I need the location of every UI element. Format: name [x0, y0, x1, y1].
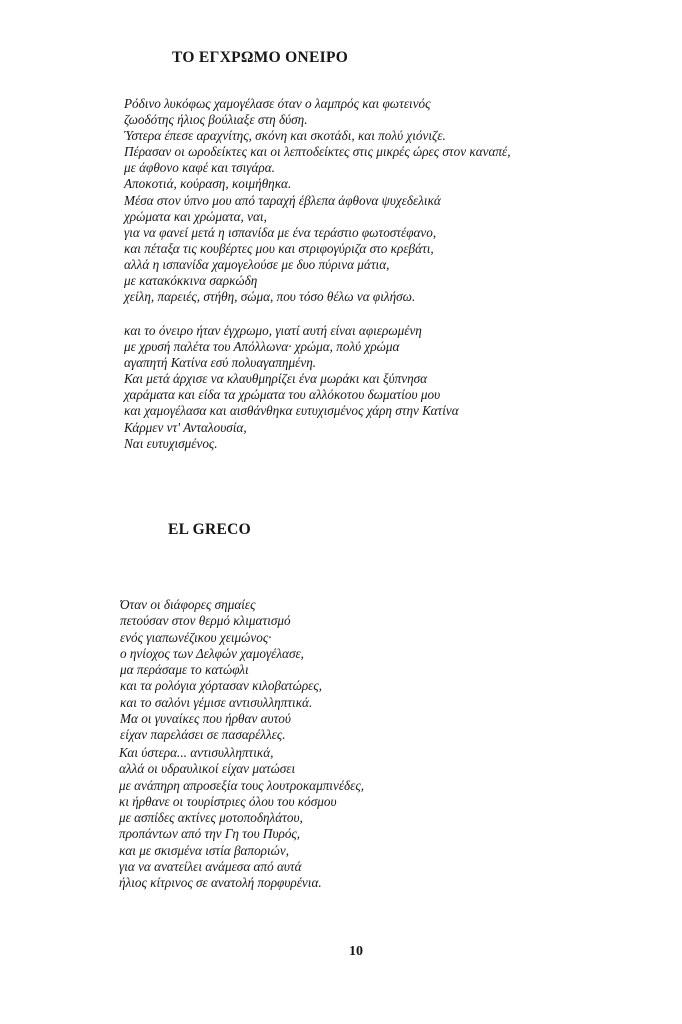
poem-line: με ανάπηρη απροσεξία τους λουτροκαμπινέδες, — [119, 777, 364, 793]
poem-line: Αποκοτιά, κούραση, κοιμήθηκα. — [124, 176, 292, 192]
poem-line: και πέταξα τις κουβέρτες μου και στριφογύριζα στο κρεβάτι, — [124, 240, 434, 256]
poem-line: πετούσαν στον θερμό κλιματισμό — [120, 613, 291, 629]
poem-line: Ύστερα έπεσε αραχνίτης, σκόνη και σκοτάδι, και πολύ χιόνιζε. — [124, 128, 446, 144]
poem-line: με ασπίδες ακτίνες μοτοποδηλάτου, — [119, 810, 303, 826]
poem-line: Ρόδινο λυκόφως χαμογέλασε όταν ο λαμπρός και φωτεινός — [124, 96, 431, 111]
poem-line: χαράματα και είδα τα χρώματα του αλλόκοτου δωματίου μου — [124, 387, 441, 403]
poem-line: Και μετά άρχισε να κλαυθμηρίζει ένα μωράκι και ξύπνησα — [124, 371, 428, 387]
poem-line: με άφθονο καφέ και τσιγάρα. — [124, 160, 275, 176]
poem-line: και το σαλόνι γέμισε αντισυλληπτικά. — [120, 694, 313, 710]
poem2-stanza-1 — [120, 597, 322, 744]
poem-line: ο ηνίοχος των Δελφών χαμογέλασε, — [120, 645, 304, 661]
poem-title-el-greco: EL GRECO — [168, 521, 251, 538]
poem-line: χείλη, παρειές, στήθη, σώμα, που τόσο θέλω να φιλήσω. — [124, 289, 416, 305]
poem-line: και το όνειρο ήταν έγχρωμο, γιατί αυτή είναι αφιερωμένη — [124, 323, 422, 338]
poem-line: και με σκισμένα ιστία βαποριών, — [119, 842, 290, 858]
poem-line: Όταν οι διάφορες σημαίες — [120, 597, 256, 612]
poem-line: ζωοδότης ήλιος βούλιαξε στη δύση. — [124, 112, 308, 128]
poem-line: με κατακόκκινα σαρκώδη — [124, 273, 258, 289]
poem-line: χρώματα και χρώματα, ναι, — [124, 208, 267, 224]
poem-line: είχαν παρελάσει σε πασαρέλλες. — [120, 727, 286, 743]
poem-line: Μέσα στον ύπνο μου από ταραχή έβλεπα άφθονα ψυχεδελικά — [124, 192, 441, 208]
poem-line: ενός γιαπωνέζικου χειμώνος· — [120, 629, 272, 645]
poem-title-colored-dream: ΤΟ ΕΓΧΡΩΜΟ ΟΝΕΙΡΟ — [172, 49, 349, 66]
poem-line: για να ανατείλει ανάμεσα από αυτά — [119, 859, 302, 875]
poem-line: Μα οι γυναίκες που ήρθαν αυτού — [120, 711, 291, 727]
poem-line: αλλά οι υδραυλικοί είχαν ματώσει — [119, 761, 296, 777]
poem2-stanza-2 — [119, 745, 364, 892]
poem1-stanza-2 — [124, 323, 459, 452]
poem-line: Πέρασαν οι ωροδείκτες και οι λεπτοδείκτες στις μικρές ώρες στον καναπέ, — [124, 144, 511, 160]
poem-line: με χρυσή παλέτα του Απόλλωνα· χρώμα, πολύ χρώμα — [124, 339, 400, 355]
poem-line: αγαπητή Κατίνα εσύ πολυαγαπημένη. — [124, 355, 317, 371]
poem-line: ήλιος κίτρινος σε ανατολή πορφυρένια. — [119, 875, 322, 891]
poem-line: κι ήρθανε οι τουρίστριες όλου του κόσμου — [119, 793, 337, 809]
poem-line: μα περάσαμε το κατώφλι — [120, 662, 249, 678]
poem-line: Και ύστερα... αντισυλληπτικά, — [119, 745, 274, 760]
poem1-stanza-1 — [124, 96, 511, 305]
poem-line: αλλά η ισπανίδα χαμογελούσε με δυο πύρινα μάτια, — [124, 256, 390, 272]
poem-line: και χαμογέλασα και αισθάνθηκα ευτυχισμένος χάρη στην Κατίνα — [124, 403, 459, 419]
poem-line: προπάντων από την Γη του Πυρός, — [119, 826, 301, 842]
poem-line: για να φανεί μετά η ισπανίδα με ένα τεράστιο φωτοστέφανο, — [124, 224, 437, 240]
poem-line: Ναι ευτυχισμένος. — [124, 435, 218, 451]
poem-line: και τα ρολόγια χόρτασαν κιλοβατώρες, — [120, 678, 323, 694]
page-number: 10 — [349, 944, 363, 959]
poem-line: Κάρμεν ντ' Ανταλουσία, — [124, 419, 247, 435]
